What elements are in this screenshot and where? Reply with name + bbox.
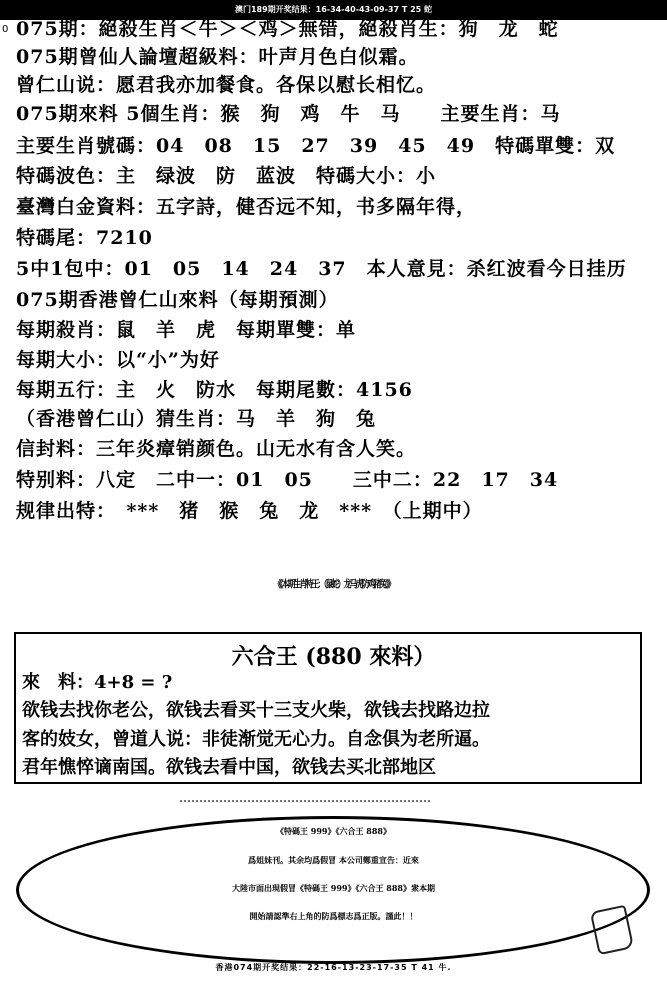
- line-kill-zodiac: 075期：絕殺生肖＜牛＞＜鸡＞無错，絕殺肖生：狗 龙 蛇: [16, 18, 559, 40]
- corner-mark-2: 0: [2, 24, 9, 35]
- notice-line: 《特碼王 999》《六合王 888》: [276, 826, 391, 836]
- line-envelope: 信封料：三年炎瘴销颜色。山无水有含人笑。: [16, 438, 417, 460]
- bottom-result-banner: 香港074期开奖结果：22-16-13-23-17-35 T 41 牛.: [215, 963, 452, 972]
- headline-special-king: 《《本期生肖特王：（鼠蛇）龙马虎防鸡猪兔》》: [273, 578, 394, 590]
- notice-line: 爲姐妹刊。其余均爲假冒 本公司鄭重宣告：近來: [248, 855, 419, 865]
- box-title: 六合王 (880 來料）: [231, 644, 436, 670]
- line-five-in-one: 5中1包中：01 05 14 24 37 本人意見：杀红波看今日挂历: [16, 258, 627, 280]
- line-taiwan-poem: 臺灣白金資料：五字詩，健否远不知，书多隔年得，: [16, 196, 477, 218]
- line-hk-forecast-title: 075期香港曾仁山來料（每期預測）: [16, 289, 339, 311]
- line-five-zodiacs: 075期來料 5個生肖：猴 狗 鸡 牛 马 主要生肖：马: [16, 103, 561, 125]
- line-kill-per-issue: 每期殺肖：鼠 羊 虎 每期單雙：单: [16, 319, 357, 341]
- line-zeng-says: 曾仁山说：愿君我亦加餐食。各保以慰长相忆。: [16, 74, 437, 96]
- line-forum-material: 075期曾仙人論壇超級料：叶声月色白似霜。: [16, 46, 419, 68]
- scratch-mark: [180, 792, 430, 802]
- line-size: 每期大小：以“小”为好: [16, 349, 220, 371]
- notice-line: 開始請認準右上角的防爲標志爲正版。謹此！！: [249, 911, 418, 921]
- line-wave-color: 特碼波色：主 绿波 防 蓝波 特碼大小：小: [16, 165, 437, 187]
- box-line: 客的妓女，曾道人说：非徒渐觉无心力。自念俱为老所逼。: [22, 729, 490, 750]
- line-pattern: 规律出特： *** 猪 猴 兔 龙 *** （上期中）: [16, 500, 483, 522]
- line-tail-numbers: 特碼尾：7210: [16, 227, 153, 249]
- line-main-numbers: 主要生肖號碼：04 08 15 27 39 45 49 特碼單雙：双: [16, 135, 616, 157]
- line-special-material: 特别料：八定 二中一：01 05 三中二：22 17 34: [16, 469, 559, 491]
- box-line: 君年憔悴谪南国。欲钱去看中国，欲钱去买北部地区: [22, 757, 436, 778]
- box-line: 欲钱去找你老公，欲钱去看买十三支火柴，欲钱去找路边拉: [22, 700, 490, 721]
- top-result-banner: 澳门189期开奖结果：16-34-40-43-09-37 T 25 蛇: [0, 0, 667, 20]
- box-line: 來 料：4+8 = ?: [22, 672, 173, 693]
- line-guess-zodiac: （香港曾仁山）猜生肖：马 羊 狗 兔: [16, 408, 377, 430]
- line-five-elements: 每期五行：主 火 防水 每期尾數：4156: [16, 379, 413, 401]
- notice-line: 大陸市面出現假冒《特碼王 999》《六合王 888》衆本期: [232, 883, 435, 893]
